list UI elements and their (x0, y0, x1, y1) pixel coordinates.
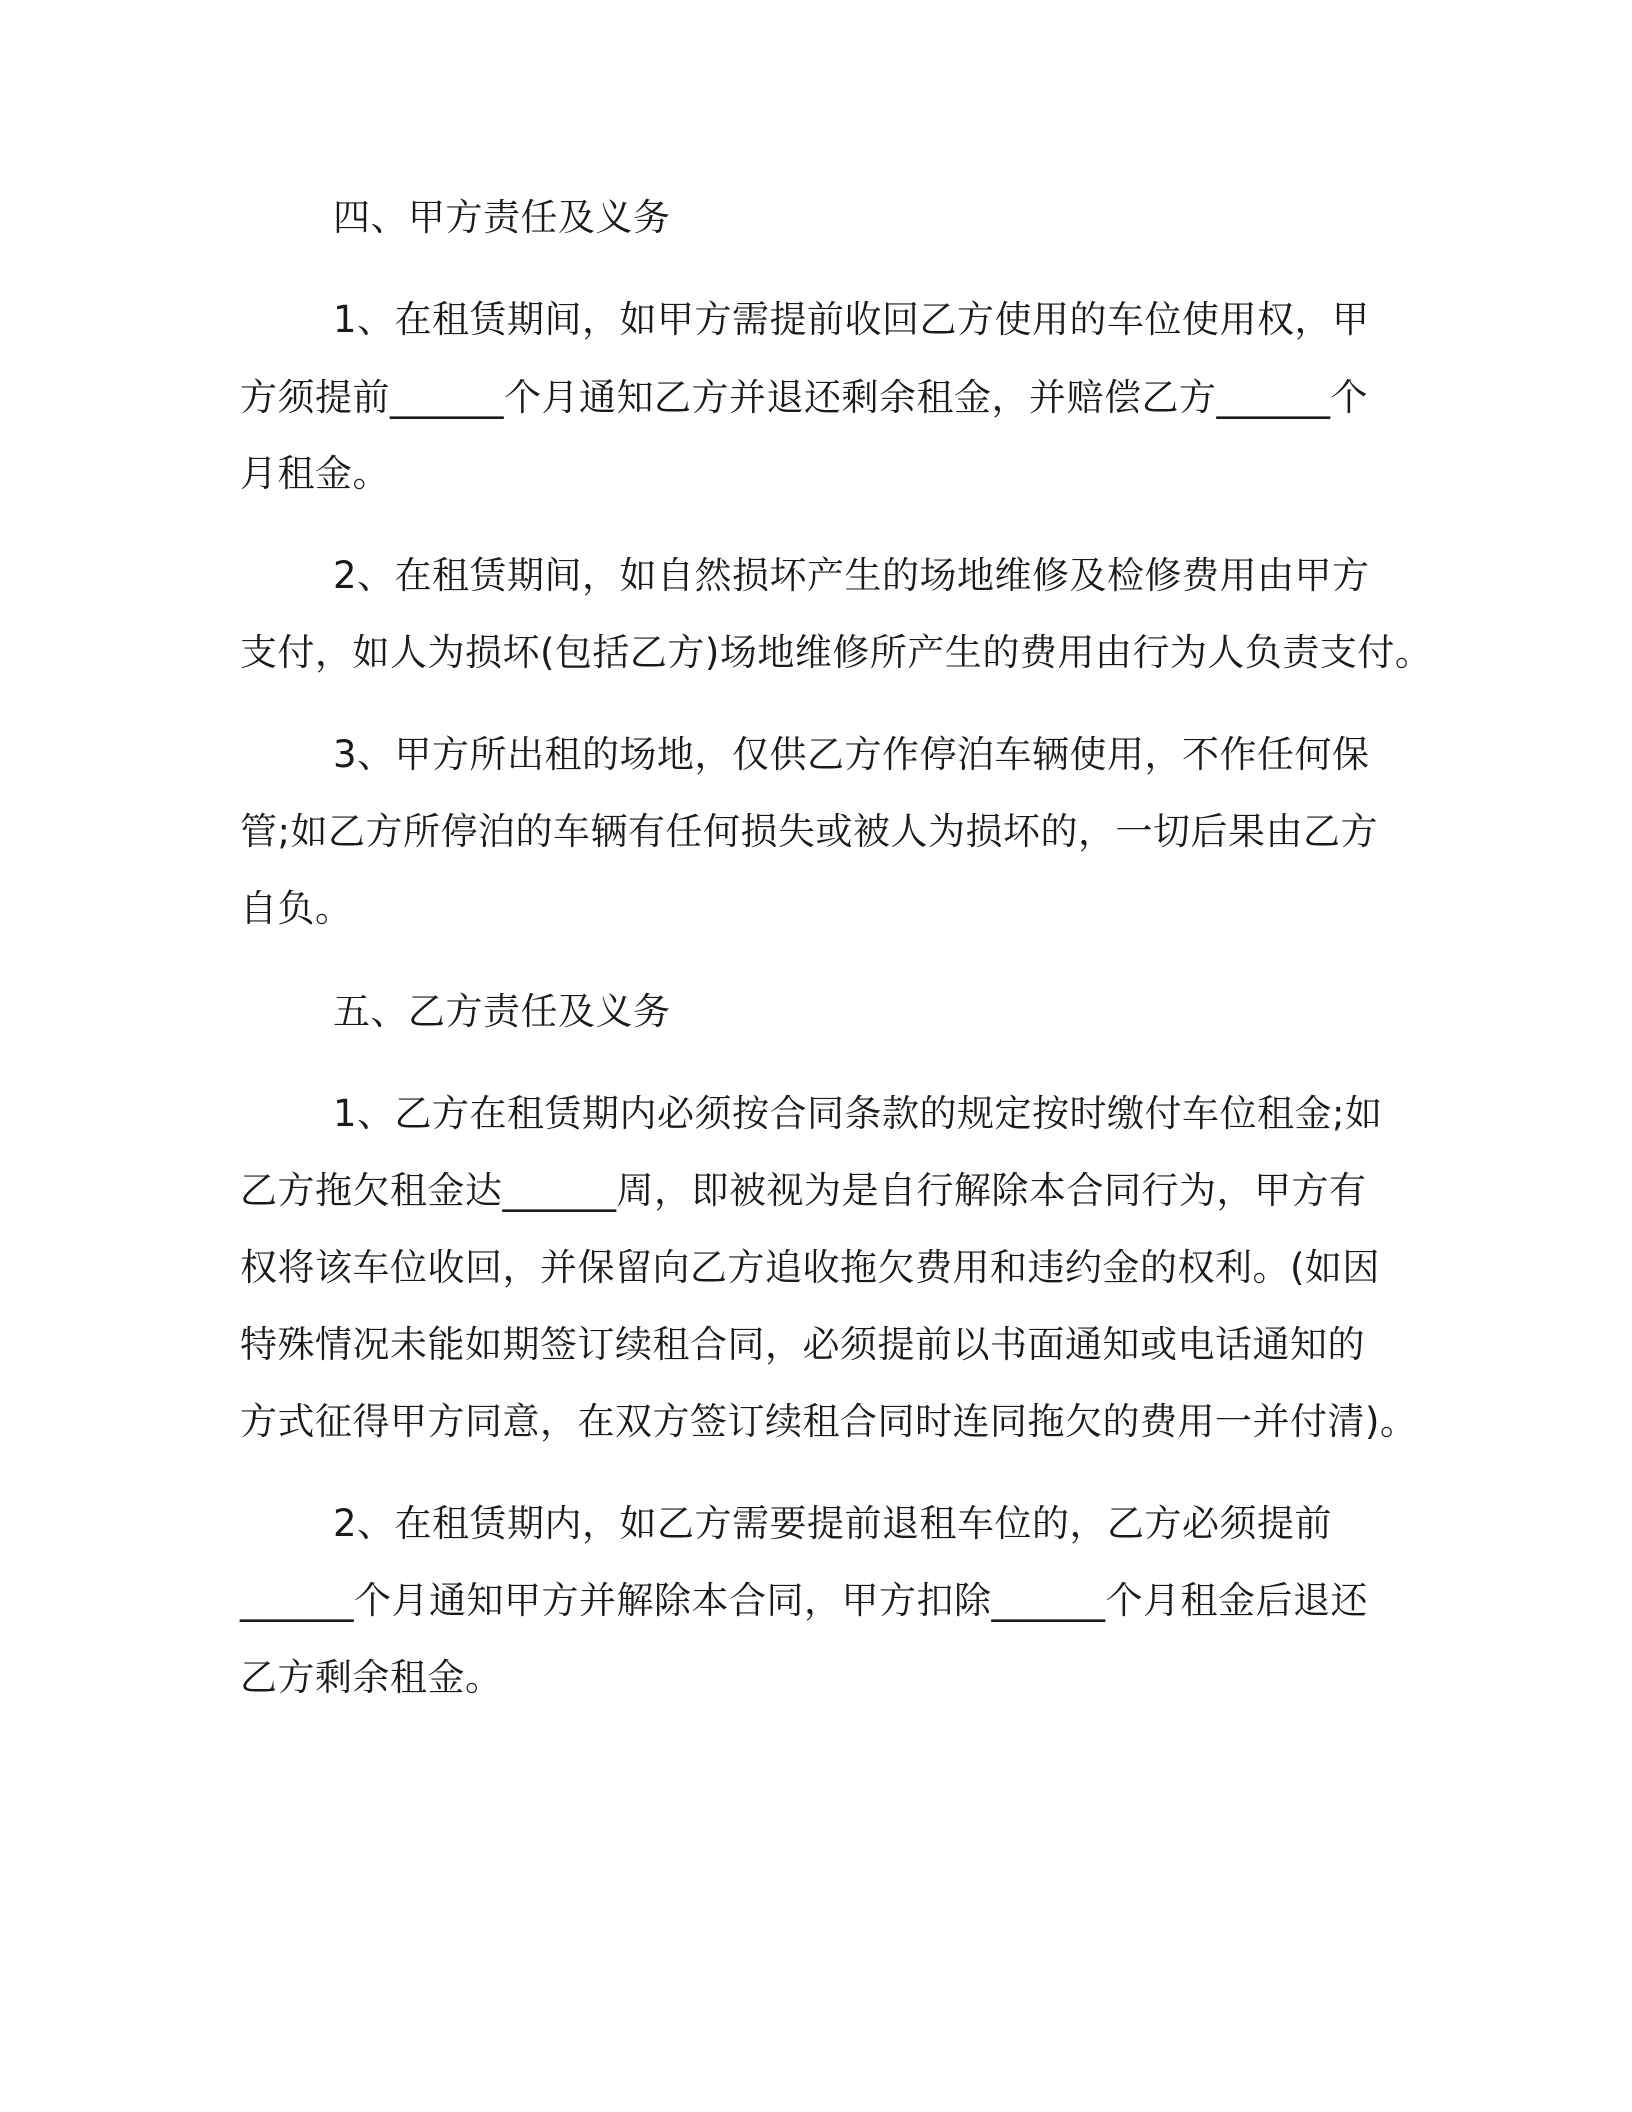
section-heading-4: 四、甲方责任及义务 (333, 196, 671, 239)
clause-4-2-line-2: 支付，如人为损坏(包括乙方)场地维修所产生的费用由行为人负责支付。 (240, 631, 1433, 674)
clause-4-3-line-1: 3、甲方所出租的场地，仅供乙方作停泊车辆使用，不作任何保 (333, 733, 1370, 776)
clause-4-3-line-3: 自负。 (240, 887, 353, 930)
clause-4-1-line-3: 月租金。 (240, 452, 390, 495)
clause-4-1-line-2: 方须提前______个月通知乙方并退还剩余租金，并赔偿乙方______个 (240, 376, 1368, 419)
clause-4-2-line-1: 2、在租赁期间，如自然损坏产生的场地维修及检修费用由甲方 (333, 554, 1370, 597)
clause-5-1-line-4: 特殊情况未能如期签订续租合同，必须提前以书面通知或电话通知的 (240, 1323, 1365, 1366)
clause-4-3-line-2: 管;如乙方所停泊的车辆有任何损失或被人为损坏的，一切后果由乙方 (240, 810, 1378, 853)
clause-5-1-line-2: 乙方拖欠租金达______周，即被视为是自行解除本合同行为，甲方有 (240, 1169, 1367, 1212)
clause-5-1-line-5: 方式征得甲方同意，在双方签订续租合同时连同拖欠的费用一并付清)。 (240, 1400, 1418, 1443)
clause-5-2-line-1: 2、在租赁期内，如乙方需要提前退租车位的，乙方必须提前 (333, 1502, 1333, 1545)
section-heading-5: 五、乙方责任及义务 (333, 990, 671, 1033)
clause-4-1-line-1: 1、在租赁期间，如甲方需提前收回乙方使用的车位使用权，甲 (333, 298, 1370, 341)
clause-5-1-line-3: 权将该车位收回，并保留向乙方追收拖欠费用和违约金的权利。(如因 (240, 1246, 1380, 1289)
clause-5-1-line-1: 1、乙方在租赁期内必须按合同条款的规定按时缴付车位租金;如 (333, 1092, 1383, 1135)
clause-5-2-line-3: 乙方剩余租金。 (240, 1656, 503, 1699)
clause-5-2-line-2: ______个月通知甲方并解除本合同，甲方扣除______个月租金后退还 (240, 1579, 1368, 1622)
